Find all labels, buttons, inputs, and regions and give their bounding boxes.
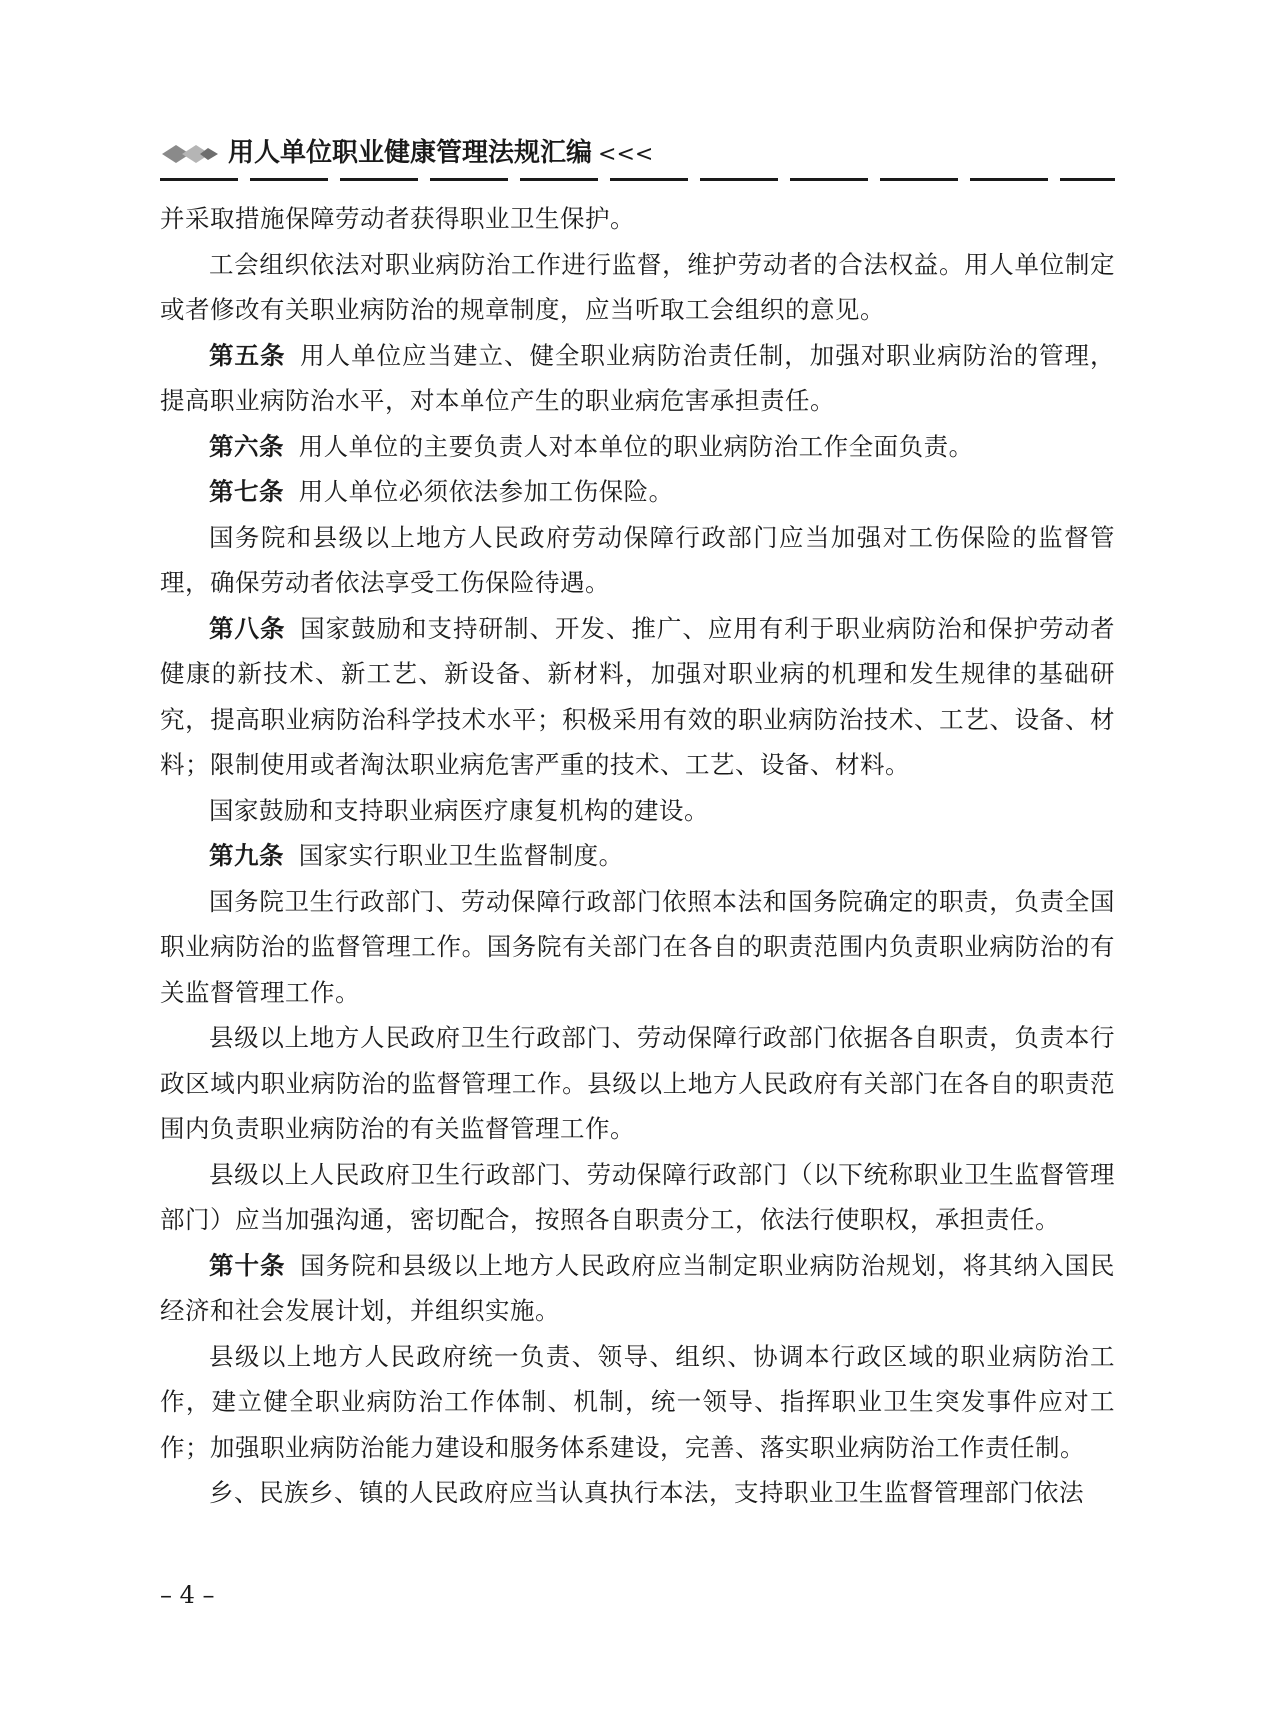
article-number: 第五条 [209, 340, 286, 370]
paragraph-text: 国家鼓励和支持职业病医疗康复机构的建设。 [209, 795, 709, 825]
article-number: 第九条 [209, 841, 284, 870]
article-paragraph [160, 333, 1115, 424]
article-number: 第七条 [209, 477, 284, 506]
paragraph-text: 乡、民族乡、镇的人民政府应当认真执行本法，支持职业卫生监督管理部门依法 [209, 1478, 1084, 1507]
article-number: 第八条 [209, 613, 286, 643]
paragraph-text: 县级以上地方人民政府统一负责、领导、组织、协调本行政区域的职业病防治工作，建立健全职业病防治工作体制、机制，统一领导、指挥职业卫生突发事件应对工作；加强职业病防治能力建设和服务体系建设，完善、落实职业病防治工作责任制。 [160, 1341, 1115, 1462]
page-body [160, 196, 1115, 1516]
paragraph-text: 县级以上人民政府卫生行政部门、劳动保障行政部门（以下统称职业卫生监督管理部门）应当加强沟通，密切配合，按照各自职责分工，依法行使职权，承担责任。 [160, 1159, 1115, 1234]
running-header [160, 136, 1115, 176]
paragraph-text: 用人单位的主要负责人对本单位的职业病防治工作全面负责。 [298, 431, 974, 461]
paragraph-text: 用人单位应当建立、健全职业病防治责任制，加强对职业病防治的管理，提高职业病防治水平，对本单位产生的职业病危害承担责任。 [160, 340, 1116, 415]
paragraph-text: 国务院和县级以上地方人民政府劳动保障行政部门应当加强对工伤保险的监督管理，确保劳动者依法享受工伤保险待遇。 [160, 522, 1115, 597]
paragraph [160, 515, 1115, 606]
paragraph-text: 县级以上地方人民政府卫生行政部门、劳动保障行政部门依据各自职责，负责本行政区域内职业病防治的监督管理工作。县级以上地方人民政府有关部门在各自的职责范围内负责职业病防治的有关监督管理工作。 [160, 1023, 1115, 1143]
paragraph [160, 879, 1115, 1016]
paragraph-text: 用人单位必须依法参加工伤保险。 [298, 477, 674, 506]
article-paragraph [160, 606, 1115, 788]
page-number: – 4 – [160, 1581, 215, 1609]
paragraph [160, 1470, 1115, 1516]
paragraph-text: 国务院卫生行政部门、劳动保障行政部门依照本法和国务院确定的职责，负责全国职业病防治的监督管理工作。国务院有关部门在各自的职责范围内负责职业病防治的有关监督管理工作。 [160, 886, 1115, 1007]
paragraph [160, 788, 1115, 834]
paragraph-text: 国家鼓励和支持研制、开发、推广、应用有利于职业病防治和保护劳动者健康的新技术、新工艺、新设备、新材料，加强对职业病的机理和发生规律的基础研究，提高职业病防治科学技术水平；积极采用有效的职业病防治技术、工艺、设备、材料；限制使用或者淘汰职业病危害严重的技术、工艺、设备、材料。 [160, 613, 1116, 779]
paragraph [160, 1152, 1115, 1243]
paragraph-text: 国家实行职业卫生监督制度。 [298, 841, 624, 870]
article-number: 第十条 [209, 1250, 286, 1280]
running-header-title [228, 136, 653, 172]
article-number: 第六条 [209, 431, 284, 461]
article-paragraph [160, 833, 1115, 879]
header-title-text: 用人单位职业健康管理法规汇编 [228, 138, 593, 168]
header-arrows: <<< [598, 142, 654, 167]
article-paragraph [160, 1243, 1115, 1334]
paragraph-text: 并采取措施保障劳动者获得职业卫生保护。 [160, 204, 635, 233]
double-diamond-logo-icon [160, 142, 220, 166]
article-paragraph [160, 424, 1115, 470]
paragraph-text: 工会组织依法对职业病防治工作进行监督，维护劳动者的合法权益。用人单位制定或者修改有关职业病防治的规章制度，应当听取工会组织的意见。 [160, 249, 1115, 324]
header-dashed-rule [160, 178, 1115, 181]
paragraph [160, 242, 1115, 333]
paragraph [160, 1015, 1115, 1152]
paragraph [160, 1334, 1115, 1471]
paragraph [160, 196, 1115, 242]
paragraph-text: 国务院和县级以上地方人民政府应当制定职业病防治规划，将其纳入国民经济和社会发展计划，并组织实施。 [160, 1250, 1116, 1325]
article-paragraph [160, 469, 1115, 515]
